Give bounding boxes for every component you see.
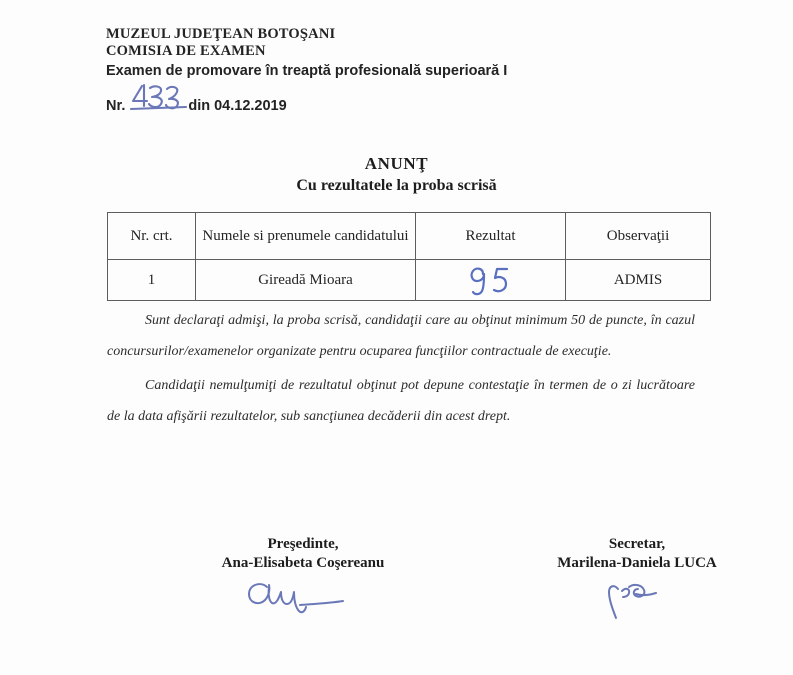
announcement-subtitle: Cu rezultatele la proba scrisă [296,177,497,194]
column-header-nr: Nr. crt. [108,213,196,260]
table-header-row [108,213,711,260]
column-header-name: Numele si prenumele candidatului [196,213,416,260]
column-header-obs: Observaţii [566,213,711,260]
table-row [108,260,711,301]
president-signature-mark [158,577,448,623]
secretary-name: Marilena-Daniela LUCA [557,555,717,571]
cell-result-handwritten [416,260,566,301]
exam-title-line: Examen de promovare în treaptă profesională superioară I [106,63,508,79]
document-header [106,26,507,81]
registration-date: din 04.12.2019 [188,98,287,114]
commission-name: COMISIA DE EXAMEN [106,43,266,59]
score-handwriting [464,263,518,297]
signature-block-secretary [492,535,782,623]
paragraph-appeal-rule: Candidaţii nemulţumiţi de rezultatul obţinut pot depune contestaţie în termen de o zi lucrătoare de la data afişării rezultatelor, sub sancţiunea decăderii din acest drept. [107,378,695,424]
announcement-title: ANUNŢ [364,154,429,173]
registration-label: Nr. [106,98,126,114]
secretary-signature-mark [492,577,782,623]
column-header-result: Rezultat [416,213,566,260]
secretary-role: Secretar, [608,536,666,552]
cell-observation: ADMIS [566,260,711,301]
cell-name: Gireadă Mioara [196,260,416,301]
announcement-title-block [0,154,793,195]
registration-line [106,88,287,114]
results-table [107,212,711,301]
president-name: Ana-Elisabeta Coşereanu [221,555,385,571]
institution-name: MUZEUL JUDEŢEAN BOTOŞANI [106,26,336,42]
cell-nr: 1 [108,260,196,301]
signature-block-president [158,535,448,623]
president-role: Preşedinte, [267,536,339,552]
paragraph-admission-rule: Sunt declaraţi admişi, la proba scrisă, candidaţii care au obţinut minimum 50 de puncte, în cazul concursurilor/examenelor organizate pentru ocuparea funcţiilor contractuale de execuţie. [107,313,695,359]
registration-number-handwritten [128,88,186,114]
